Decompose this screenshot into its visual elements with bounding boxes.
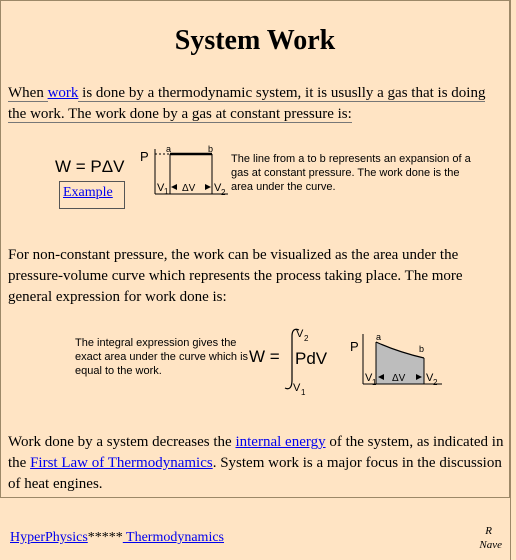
constant-pressure-note: The line from a to b represents an expansion of a gas at constant pressure. The work done is the area under the curve. [231,153,471,193]
credit-name: Nave [479,539,502,551]
credit-initial: R [485,525,492,537]
dv-label: ΔV [182,183,196,194]
lower-limit-sub: 1 [301,388,306,397]
footer [0,498,510,560]
example-link[interactable]: Example [63,185,113,200]
hyperphysics-link[interactable]: HyperPhysics [10,530,88,545]
v2-label: V [214,182,222,194]
arrow-left-icon [171,184,177,190]
work-link[interactable]: work [47,85,79,101]
arrow-right-icon [205,184,211,190]
right-frame-column [510,0,516,560]
p-label: P [140,149,149,164]
v2-sub: 2 [221,188,226,197]
integral-equation-lhs: W = [249,347,280,366]
lower-limit: V [293,382,301,394]
b-label: b [419,344,425,354]
v2-label: V [426,372,434,384]
nonconstant-paragraph: For non-constant pressure, the work can be visualized as the area under the pressure-volume curve which represents the process taking place. The more general expression for work done is: [8,247,463,305]
intro-paragraph [8,83,504,125]
footer-stars: ***** [87,530,123,545]
intro-after: is done by a thermodynamic system, it is ususlly a gas that is doing the work. The work done by a gas at constant pressure is: [8,85,486,122]
example-box [59,181,125,209]
upper-limit-sub: 2 [304,334,309,343]
a-label: a [376,332,382,342]
closing-before: Work done by a system decreases the [8,434,236,450]
integrand: PdV [295,349,328,368]
closing-after: . System work is a major focus in the discussion of heat engines. [8,455,502,492]
p-label: P [350,339,359,354]
a-label: a [166,144,172,154]
constant-pressure-equation: W = PΔV [55,157,125,176]
integral-expression [283,322,353,398]
v1-label: V [365,372,373,384]
closing-middle: of the system, as indicated in the [8,434,504,471]
page-title: System Work [174,25,336,56]
integral-note: The integral expression gives the exact area under the curve which is equal to the work. [75,337,249,377]
v1-label: V [157,182,165,194]
internal-energy-link[interactable]: internal energy [235,434,326,450]
intro-before: When [8,85,48,101]
constant-pressure-diagram [138,142,233,200]
v1-sub: 1 [164,187,169,196]
closing-paragraph [8,432,504,495]
dv-label: ΔV [392,373,406,384]
first-law-link[interactable]: First Law of Thermodynamics [30,455,213,471]
thermodynamics-link[interactable]: Thermodynamics [122,530,225,545]
b-label: b [208,144,214,154]
pv-curve-diagram [348,330,448,390]
v2-sub: 2 [433,378,438,387]
v1-sub: 1 [372,378,377,387]
upper-limit: V [296,328,304,340]
footer-links [10,530,224,546]
